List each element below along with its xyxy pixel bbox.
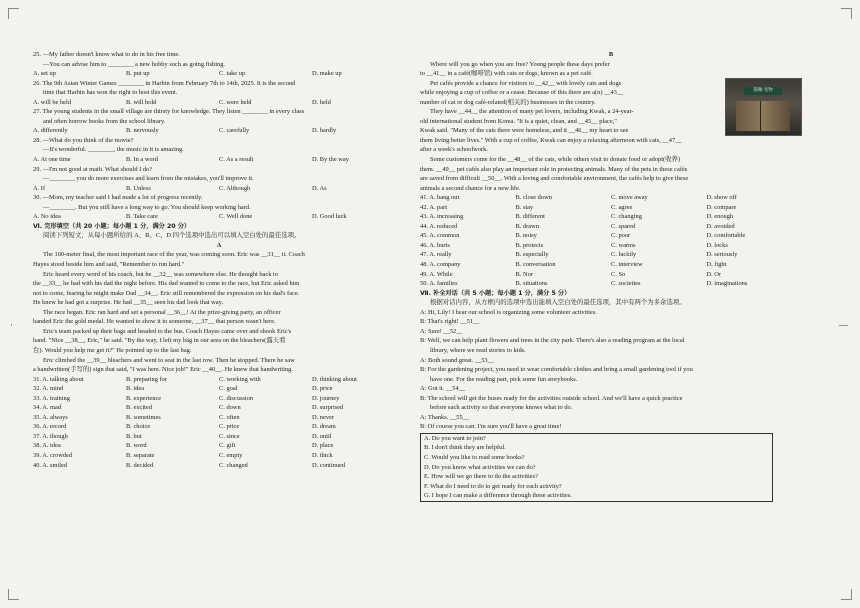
option: C. So bbox=[611, 270, 626, 278]
passage-line: Where will you go when you are free? Young people these days prefer bbox=[430, 60, 610, 68]
section-title: Ⅵ. 完形填空（共 20 小题；每小题 1 分，满分 20 分） bbox=[33, 222, 191, 230]
dialogue-line: library, where we read stories to kids. bbox=[430, 346, 526, 354]
passage-line: The 100-meter final, the most important race of the year, was coming soon. Eric was __31__ it. Coach bbox=[43, 251, 305, 259]
option-row bbox=[33, 461, 405, 471]
passage-line: hand. "Nice __38__, Eric," he said. "By the way, I left my bag in our area on the bleachers(露天看 bbox=[33, 337, 286, 345]
option: B. Unless bbox=[126, 184, 151, 192]
option: 49. A. While bbox=[420, 270, 453, 278]
question-line: 25. —My father doesn't know what to do in his free time. bbox=[33, 51, 180, 58]
passage-line: old international student from Korea. "It is a quiet, clean, and __45__ place," bbox=[420, 117, 617, 125]
dialogue-line: A: Hi, Lily! I hear our school is organizing some volunteer activities. bbox=[420, 308, 597, 316]
option: B. Take care bbox=[126, 213, 158, 221]
section-instructions: 根据对话内容，从方框内的选项中选出能填入空白处的最佳选项，其中有两个为多余选项。 bbox=[430, 299, 686, 307]
passage-line: while enjoying a cup of coffee or a cease. Because of this there are a(n) __43__ bbox=[420, 89, 624, 97]
option-row bbox=[33, 375, 405, 385]
passage-line: The race began. Eric ran hard and set a personal __36__! At the prize-giving party, an officer bbox=[43, 308, 281, 316]
option: B. noisy bbox=[515, 232, 537, 240]
option: C. since bbox=[219, 432, 240, 440]
crop-mark bbox=[8, 8, 19, 19]
option: C. price bbox=[219, 423, 240, 431]
option: D. compare bbox=[706, 203, 737, 211]
option: C. societies bbox=[611, 280, 641, 288]
option: 38. A. idea bbox=[33, 442, 61, 450]
option: C. Although bbox=[219, 184, 251, 192]
option: B. In a word bbox=[126, 156, 158, 164]
passage-line: are saved from difficult __50__. With a loving and comfortable environment, the cafés help to give these bbox=[420, 175, 689, 183]
option: B. drawn bbox=[515, 222, 539, 230]
passage-line: after a week's schoolwork. bbox=[420, 146, 488, 154]
option: 46. A. hurts bbox=[420, 241, 450, 249]
option-row bbox=[33, 432, 405, 442]
option: A. If bbox=[33, 184, 46, 192]
option-row bbox=[33, 451, 405, 461]
option: D. place bbox=[312, 442, 334, 450]
dialogue-line: B: That's right! __51__ bbox=[420, 318, 480, 326]
option: D. show off bbox=[706, 194, 737, 202]
cafe-sign: 猫咖·宠物 bbox=[744, 87, 782, 95]
option-row bbox=[33, 441, 405, 451]
option: C. working with bbox=[219, 375, 261, 383]
dialogue-line: B: The school will get the buses ready for the activities outside school. And we'll have a quick practice bbox=[420, 394, 683, 402]
passage-line: He knew he had got a surprise. He had __35__ seen his dad look that way. bbox=[33, 299, 224, 307]
option: B. put up bbox=[126, 70, 150, 78]
option: 44. A. reduced bbox=[420, 222, 458, 230]
section-title: Ⅶ. 补全对话（共 5 小题；每小题 1 分，满分 5 分） bbox=[420, 289, 571, 297]
question-line: 27. The young students in the small village are thirsty for knowledge. They listen ________ in every class bbox=[33, 108, 305, 116]
option-row bbox=[33, 384, 405, 394]
passage-line: animals a second chance for a new life. bbox=[420, 184, 521, 192]
dialogue-line: B: Of course you can. I'm sure you'll have a great time! bbox=[420, 423, 562, 431]
option: B. especially bbox=[515, 251, 549, 259]
cafe-photo bbox=[725, 78, 802, 136]
dialogue-line: A: Sure! __52__ bbox=[420, 327, 463, 335]
option: B. sometimes bbox=[126, 413, 161, 421]
option: B. choice bbox=[126, 423, 151, 431]
passage-line: handed Eric the gold medal. He wanted to show it to someone, __37__ that person wasn't here. bbox=[33, 318, 276, 326]
option: 33. A. training bbox=[33, 394, 70, 402]
option: D. Good luck bbox=[312, 213, 347, 221]
option: 39. A. crowded bbox=[33, 451, 73, 459]
dialogue-line: A: Both sound great. __53__ bbox=[420, 356, 495, 364]
choice-option: G. I hope I can make a difference through these activities. bbox=[424, 492, 572, 500]
option: 50. A. families bbox=[420, 280, 458, 288]
crop-mark bbox=[841, 8, 852, 19]
option: A. No idea bbox=[33, 213, 61, 221]
question-line: and often borrow books from the school library. bbox=[43, 117, 166, 125]
option: D. By the way bbox=[312, 156, 349, 164]
crop-mark bbox=[841, 589, 852, 600]
option: B. will hold bbox=[126, 98, 157, 106]
option: B. separate bbox=[126, 451, 155, 459]
choice-option: B. I don't think they are helpful. bbox=[424, 444, 506, 452]
passage-line: number of cat or dog café-related(相关的) businesses in the country. bbox=[420, 98, 596, 106]
option: D. surprised bbox=[312, 404, 344, 412]
option: 42. A. part bbox=[420, 203, 447, 211]
option: 47. A. really bbox=[420, 251, 452, 259]
dialogue-line: B: Well, we can help plant flowers and trees in the city park. There's also a reading program at the local bbox=[420, 337, 685, 345]
option: D. thinking about bbox=[312, 375, 357, 383]
option: 40. A. smiled bbox=[33, 461, 68, 469]
question-line: —You can advise him to ________ a new hobby such as going fishing. bbox=[43, 60, 226, 68]
section-instructions: 阅读下列短文，从每小题所给的 A、B、C、D 四个选项中选出可以填入空白处的最佳选项。 bbox=[43, 232, 301, 240]
option: A. set up bbox=[33, 70, 56, 78]
option-row bbox=[33, 394, 405, 404]
option: C. were held bbox=[219, 98, 252, 106]
option-row bbox=[420, 260, 802, 270]
crop-mark bbox=[8, 589, 19, 600]
option-row bbox=[420, 193, 802, 203]
binding-mark: — bbox=[839, 320, 848, 330]
cafe-door bbox=[736, 101, 790, 131]
option: 32. A. mind bbox=[33, 385, 64, 393]
option-row bbox=[420, 241, 802, 251]
option: C. warms bbox=[611, 241, 636, 249]
option: C. empty bbox=[219, 451, 243, 459]
passage-label: B bbox=[608, 51, 614, 58]
question-line: —________ you do more exercises and learn from the mistakes, you'll improve it. bbox=[43, 175, 254, 183]
passage-line: a handwritten(手写的) sign that said, "I was here. Nice job!" Eric __40__. He knew that handwriting. bbox=[33, 366, 293, 374]
passage-line: them living better lives." With a cup of coffee, Kwak can enjoy a relaxing afternoon with cats, __47__ bbox=[420, 136, 682, 144]
question-line: 28. —What do you think of the movie? bbox=[33, 136, 134, 144]
option: B. but bbox=[126, 432, 142, 440]
binding-mark: · bbox=[10, 320, 13, 330]
question-line: time that Harbin has won the right to host this event. bbox=[43, 89, 178, 97]
option-row bbox=[420, 222, 802, 232]
option: B. idea bbox=[126, 385, 145, 393]
passage-line: not to come, fearing he might make Dad __34__. Eric still remembered the expression on his dad's face. bbox=[33, 289, 300, 297]
dialogue-line: have one. For the reading part, pick some fun storybooks. bbox=[430, 375, 578, 383]
passage-line: the __33__ he had with his dad the night before. His dad wanted to come to the race, but Eric asked him bbox=[33, 280, 300, 288]
option: B. excited bbox=[126, 404, 152, 412]
option: D. price bbox=[312, 385, 333, 393]
option: D. As bbox=[312, 184, 327, 192]
option: D. imaginations bbox=[706, 280, 748, 288]
option: C. poor bbox=[611, 232, 631, 240]
option: B. conversation bbox=[515, 261, 556, 269]
option-row bbox=[420, 203, 802, 213]
option-row bbox=[33, 422, 405, 432]
passage-line: Pet cafés provide a chance for visitors to __42__ with lovely cats and dogs bbox=[430, 79, 622, 87]
option-row bbox=[420, 212, 802, 222]
option: C. move away bbox=[611, 194, 648, 202]
option: C. changing bbox=[611, 213, 642, 221]
dialogue-line: B: For the gardening project, you need to wear comfortable clothes and bring a small gardening tool if you bbox=[420, 366, 693, 374]
choice-option: E. How will we go there to do the activities? bbox=[424, 473, 538, 481]
option: B. nervously bbox=[126, 127, 159, 135]
passage-line: Kwak said. "Many of the cats there were homeless, and it __46__ my heart to see bbox=[420, 127, 629, 135]
option: D. never bbox=[312, 413, 335, 421]
option-row bbox=[33, 413, 405, 423]
option: B. stay bbox=[515, 203, 534, 211]
option: 34. A. mad bbox=[33, 404, 62, 412]
option: 35. A. always bbox=[33, 413, 68, 421]
option-row bbox=[420, 231, 802, 241]
option: D. held bbox=[312, 98, 331, 106]
choice-option: A. Do you want to join? bbox=[424, 434, 486, 442]
question-line: —It's wonderful. ________, the music in it is amazing. bbox=[43, 146, 184, 154]
option: C. gift bbox=[219, 442, 236, 450]
passage-line: They have __44__ the attention of many pet lovers, including Kwak, a 24-year- bbox=[430, 108, 634, 116]
option: D. until bbox=[312, 432, 332, 440]
question-line: —________. But you still have a long way to go. You should keep working hard. bbox=[43, 203, 251, 211]
option: 31. A. talking about bbox=[33, 375, 84, 383]
option: A. At one time bbox=[33, 156, 71, 164]
option: B. experience bbox=[126, 394, 162, 402]
option-row bbox=[33, 155, 405, 165]
passage-label: A bbox=[216, 241, 222, 249]
option: B. word bbox=[126, 442, 147, 450]
passage-line: 台). Would you help me get it?" He pointed up to the last bag. bbox=[33, 346, 192, 354]
option: B. decided bbox=[126, 461, 154, 469]
option: 37. A. though bbox=[33, 432, 68, 440]
option: D. seriously bbox=[706, 251, 738, 259]
option: A. will be held bbox=[33, 98, 71, 106]
option: C. As a result bbox=[219, 156, 254, 164]
option: B. situations bbox=[515, 280, 548, 288]
question-line: 30. —Mom, my teacher said I had made a lot of progress recently. bbox=[33, 194, 203, 202]
option: D. hardly bbox=[312, 127, 337, 135]
option: B. Nor bbox=[515, 270, 533, 278]
option: C. Well done bbox=[219, 213, 253, 221]
passage-line: to __41__ in a café(咖啡馆) with cats or dogs, known as a pet café. bbox=[420, 70, 593, 78]
right-column bbox=[420, 50, 802, 578]
dialogue-line: before each activity so that everyone knows what to do. bbox=[430, 404, 573, 412]
option: C. discussion bbox=[219, 394, 254, 402]
option: 45. A. common bbox=[420, 232, 460, 240]
option-row bbox=[33, 403, 405, 413]
choice-option: C. Would you like to read some books? bbox=[424, 453, 525, 461]
option: D. fight bbox=[706, 261, 727, 269]
option: B. protects bbox=[515, 241, 544, 249]
option: B. close down bbox=[515, 194, 552, 202]
passage-line: Hayes stood beside him and said, "Remember to run hard." bbox=[33, 261, 185, 269]
option-row bbox=[33, 98, 405, 108]
choice-option: F. What do I need to do to get ready for each activity? bbox=[424, 482, 562, 490]
option: C. take up bbox=[219, 70, 246, 78]
option: 48. A. company bbox=[420, 261, 461, 269]
dialogue-line: A: Thanks. __55__ bbox=[420, 413, 470, 421]
option: 43. A. increasing bbox=[420, 213, 464, 221]
left-column bbox=[33, 50, 405, 578]
option: D. comfortable bbox=[706, 232, 746, 240]
choices-box bbox=[420, 433, 773, 502]
option: D. Or bbox=[706, 270, 722, 278]
option-row bbox=[33, 69, 405, 79]
option: C. luckily bbox=[611, 251, 637, 259]
option: 36. A. record bbox=[33, 423, 67, 431]
option: 41. A. hang out bbox=[420, 194, 460, 202]
option: D. journey bbox=[312, 394, 340, 402]
option-row bbox=[420, 279, 802, 289]
option: D. enough bbox=[706, 213, 734, 221]
option: D. locks bbox=[706, 241, 728, 249]
choice-option: D. Do you know what activities we can do? bbox=[424, 463, 536, 471]
option: C. goal bbox=[219, 385, 238, 393]
option: B. preparing for bbox=[126, 375, 167, 383]
dialogue-line: A: Got it. __54__ bbox=[420, 385, 466, 393]
option-row bbox=[420, 270, 802, 280]
option: D. dream bbox=[312, 423, 336, 431]
option-row bbox=[33, 184, 405, 194]
question-line: 26. The 9th Asian Winter Games ________ in Harbin from February 7th to 14th, 2025. It is the second bbox=[33, 79, 296, 87]
passage-line: Eric heard every word of his coach, but he __32__ was somewhere else. He thought back to bbox=[43, 270, 278, 278]
option: A. differently bbox=[33, 127, 68, 135]
option: D. make up bbox=[312, 70, 342, 78]
option: D. avoided bbox=[706, 222, 735, 230]
option-row bbox=[33, 126, 405, 136]
option: C. changed bbox=[219, 461, 248, 469]
option: D. continued bbox=[312, 461, 346, 469]
option: D. thick bbox=[312, 451, 333, 459]
passage-line: Some customers come for the __48__ of the cats, while others visit to donate food or adopt(收养) bbox=[430, 156, 681, 164]
option: B. different bbox=[515, 213, 545, 221]
option-row bbox=[33, 212, 405, 222]
passage-line: Eric's team packed up their bags and headed to the bus. Coach Hayes came over and shook Eric's bbox=[43, 327, 292, 335]
option: C. interview bbox=[611, 261, 643, 269]
option: C. spared bbox=[611, 222, 636, 230]
option: C. agree bbox=[611, 203, 633, 211]
option: C. carefully bbox=[219, 127, 250, 135]
option-row bbox=[420, 250, 802, 260]
passage-line: them. __49__ pet cafés also play an important role in protecting animals. Many of the pets in these cafés bbox=[420, 165, 688, 173]
question-line: 29. —I'm not good at math. What should I do? bbox=[33, 165, 153, 173]
passage-line: Eric climbed the __39__ bleachers and went to seat in the last row. Then he stopped. There he saw bbox=[43, 356, 295, 364]
option: C. often bbox=[219, 413, 240, 421]
option: C. down bbox=[219, 404, 241, 412]
